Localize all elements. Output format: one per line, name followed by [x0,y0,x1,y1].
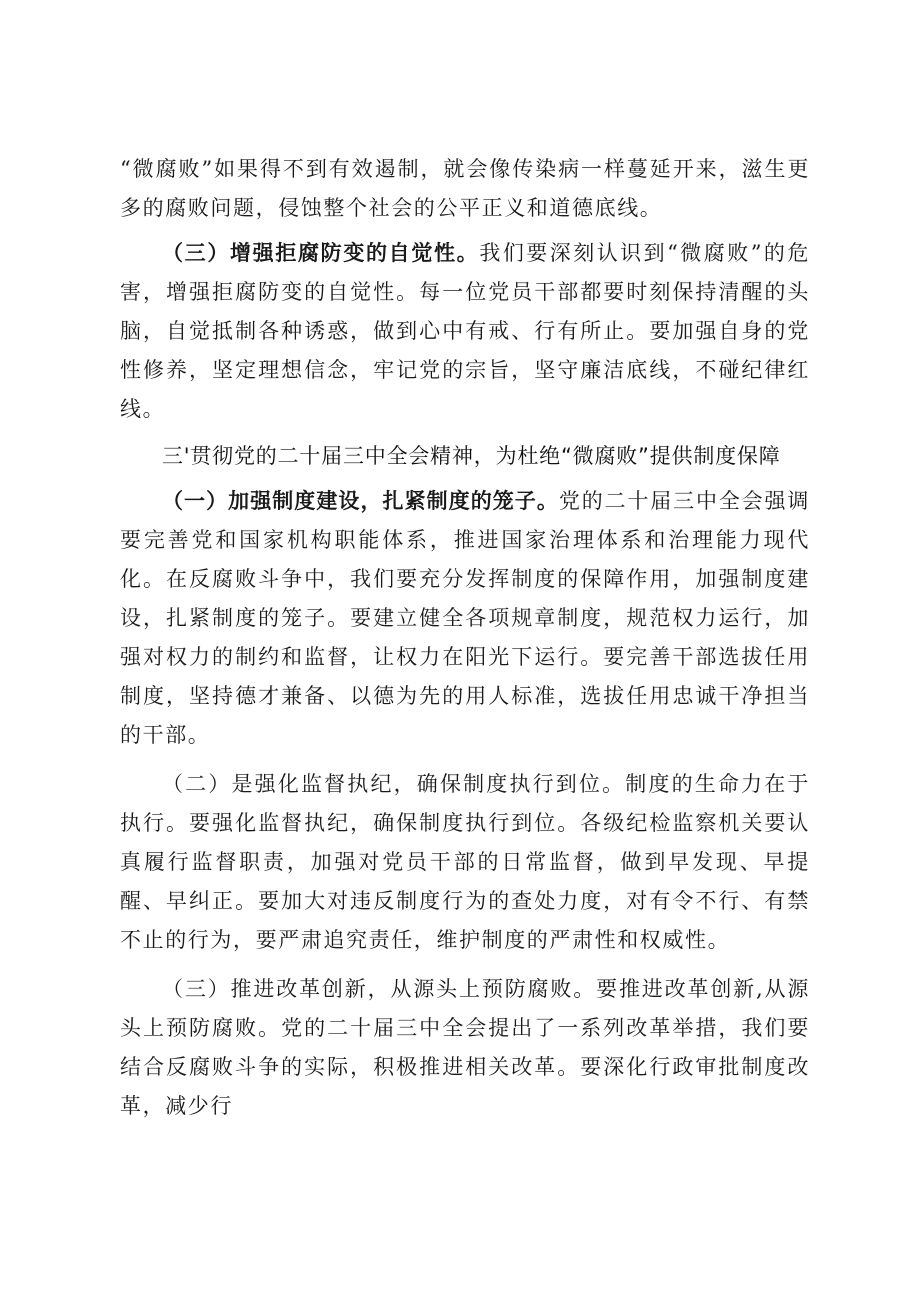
section-heading: 三'贯彻党的二十届三中全会精神，为杜绝“微腐败”提供制度保障 [162,444,781,468]
section3-item-1-body: 党的二十届三中全会强调要完善党和国家机构职能体系，推进国家治理体系和治理能力现代化。在反腐败斗争中，我们要充分发挥制度的保障作用，加强制度建设，扎紧制度的笼子。要建立健全各项规章制度，规范权力运行，加强对权力的制约和监督，让权力在阳光下运行。要完善干部选拔任用制度，坚持德才兼备、以德为先的用人标准，选拔任用忠诚干净担当的干部。 [120,489,810,747]
subsection-3-body: 我们要深刻认识到“微腐败”的危害，增强拒腐防变的自觉性。每一位党员干部都要时刻保持清醒的头脑，自觉抵制各种诱惑，做到心中有戒、行有所止。要加强自身的党性修养，坚定理想信念，牢记党的宗旨，坚守廉洁底线，不碰纪律红线。 [120,241,810,421]
section3-item-1-title: （一）加强制度建设，扎紧制度的笼子。 [162,489,559,513]
document-body [120,150,810,1126]
paragraph-section3-item-3: （三）推进改革创新，从源头上预防腐败。要推进改革创新,从源头上预防腐败。党的二十届三中全会提出了一系列改革举措，我们要结合反腐败斗争的实际，积极推进相关改革。要深化行政审批制度改革，减少行 [120,977,810,1118]
paragraph-continuation: “微腐败”如果得不到有效遏制，就会像传染病一样蔓延开来，滋生更多的腐败问题，侵蚀整个社会的公平正义和道德底线。 [120,157,810,220]
paragraph-section3-item-1 [120,482,810,755]
paragraph-section3-item-2: （二）是强化监督执纪，确保制度执行到位。制度的生命力在于执行。要强化监督执纪，确保制度执行到位。各级纪检监察机关要认真履行监督职责，加强对党员干部的日常监督，做到早发现、早提醒、早纠正。要加大对违反制度行为的查处力度，对有令不行、有禁不止的行为，要严肃追究责任，维护制度的严肃性和权威性。 [120,772,810,952]
paragraph-subsection-3 [120,234,810,429]
subsection-3-title: （三）增强拒腐防变的自觉性。 [162,241,480,265]
